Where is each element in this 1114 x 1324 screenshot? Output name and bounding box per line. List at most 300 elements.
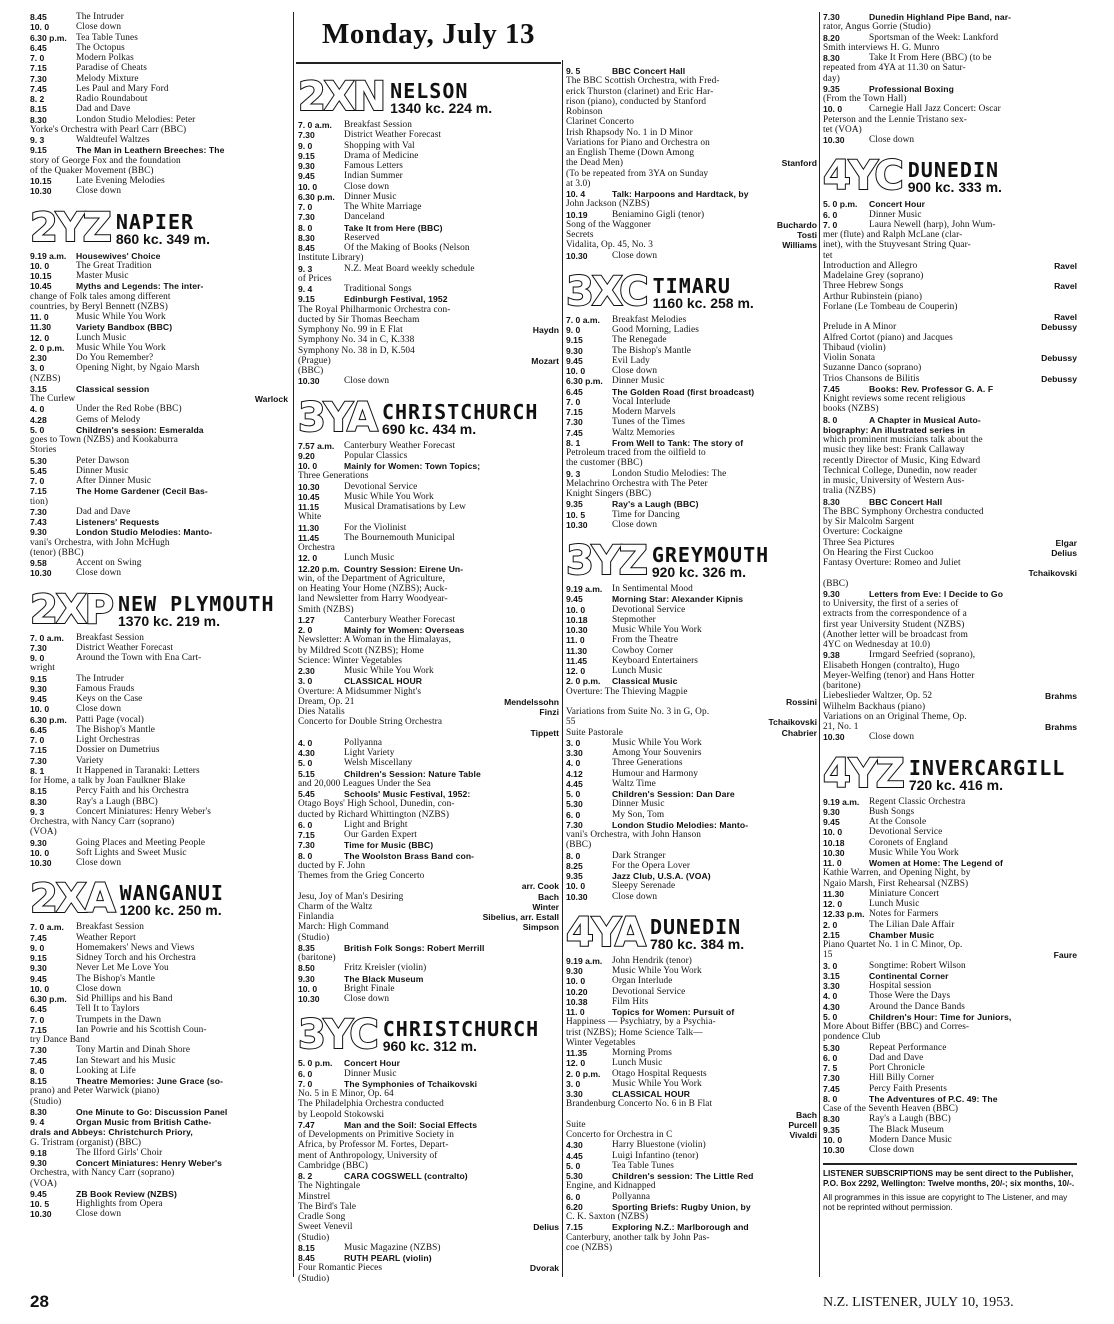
programme-time: 10. 0 [298,983,318,994]
programme-title: Take It from Here (BBC) [344,222,443,233]
programme-line [566,179,817,189]
programme-line [30,548,288,558]
programme-title: Repeat Performance [869,1042,947,1053]
programme-title: Arthur Rubinstein (piano) [823,291,923,302]
programme-time: 6. 0 [298,1068,313,1079]
programme-time: 6.30 p.m. [566,376,603,387]
programme-title: Close down [612,891,658,902]
programme-line [566,646,817,656]
programme-time: 3. 0 [566,1078,581,1089]
station-frequency: 1340 kc. 224 m. [390,100,493,116]
programme-line [566,892,817,902]
programme-title: The Great Tradition [76,260,152,271]
programme-title: Looking at Life [76,1065,136,1076]
programme-line [566,510,817,520]
programme-title: the customer (BBC) [566,458,643,469]
programme-time: 8.30 [823,53,840,63]
programme-time: 6.30 p.m. [30,714,67,725]
programme-time: 10.19 [566,209,588,220]
programme-title: Welsh Miscellany [344,758,413,769]
programme-title: Gems of Melody [76,414,141,425]
composer-name: Delius [533,1222,559,1233]
programme-title: The Black Museum [869,1124,944,1135]
programme-title: tet [823,250,833,261]
programme-title: Close down [76,1209,122,1220]
station-frequency: 860 kc. 349 m. [115,230,210,247]
programme-line [298,212,559,222]
programme-line [30,1189,288,1199]
programme-line [566,1171,817,1181]
programme-line [566,76,817,86]
programme-line [30,1209,288,1219]
programme-time: 8.50 [298,963,315,974]
programme-time: 5. 0 [823,1011,838,1022]
programme-time: 3.30 [566,1089,583,1099]
composer-name: Tosti [797,230,817,240]
programme-line [823,497,1077,507]
programme-time: 9.45 [566,594,583,605]
programme-title: Music While You Work [869,847,959,858]
programme-line [30,756,288,766]
programme-time: 8.45 [298,243,315,253]
programme-title: Suzanne Danco (soprano) [823,363,922,374]
programme-line [30,1035,288,1045]
programme-title: Percy Faith and his Orchestra [76,786,189,797]
programme-time: 10.30 [823,732,845,743]
programme-title: Late Evening Melodies [76,176,165,186]
programme-line [298,984,559,994]
programme-line [298,676,559,686]
programme-time: 4.12 [566,768,583,779]
programme-time: 8. 0 [566,850,581,861]
programme-title [566,1110,792,1120]
programme-title: Lunch Music [612,1058,663,1069]
programme-time: 8.15 [298,1242,315,1253]
programme-title: Engine, and Kidnapped [566,1181,656,1192]
programme-title: Waldteufel Waltzes [76,135,150,145]
programme-title: London Studio Melodies: Manto- [612,819,749,830]
programme-title: Variations from Suite No. 3 in G, Op. [566,707,710,717]
station-callsign: 2YZ [30,204,110,251]
programme-time: 9.15 [30,953,47,963]
programme-time: 7.45 [566,427,583,438]
programme-title: Luigi Infantino (tenor) [612,1150,699,1161]
station-frequency: 1200 kc. 250 m. [119,902,222,919]
programme-line [298,799,559,809]
programme-title: Dunedin Highland Pipe Band, nar- [869,12,1012,22]
programme-line [566,1058,817,1068]
programme-line [566,335,817,345]
station-callsign: 3YA [298,394,376,441]
programme-title: The BBC Scottish Orchestra, with Fred- [566,76,720,87]
programme-line [823,210,1077,220]
programme-title: The White Marriage [344,202,422,212]
programme-title: Concerto for Double String Orchestra [298,717,443,728]
programme-line [298,1222,559,1232]
programme-title: Smith (NZBS) [298,604,354,615]
programme-line [298,922,559,932]
programme-line [823,84,1077,94]
programme-time: 10.30 [30,186,52,197]
programme-title: Reserved [344,232,380,243]
programme-title: Weather Report [76,932,136,943]
programme-title: Knight Singers (BBC) [566,489,652,499]
programme-title: (baritone) [298,953,336,963]
programme-title: Symphony No. 38 in D, K.504 [298,345,415,356]
programme-line [30,415,288,425]
programme-title: Indian Summer [344,171,403,182]
column-rule [819,12,820,1277]
programme-title: vani's Orchestra, with John Hanson [566,830,701,840]
programme-line [823,415,1077,425]
programme-time: 10. 0 [298,181,318,192]
programme-line [823,620,1077,630]
programme-line [30,1097,288,1107]
composer-name: Brahms [1045,691,1077,702]
programme-title: Finlandia [298,912,335,922]
programme-title: Hill Billy Corner [869,1073,935,1084]
programme-title: Highlights from Opera [76,1199,163,1209]
programme-title: Famous Frauds [76,683,135,694]
programme-line [566,1069,817,1079]
programme-time: 9.45 [823,817,840,827]
programme-line [298,635,559,645]
programme-title: Modern Polkas [76,53,134,63]
programme-title: in music, University of Western Aus- [823,476,965,486]
programme-title: Irish Rhapsody No. 1 in D Minor [566,127,693,138]
programme-title: Master Music [76,271,129,281]
programme-title: March: High Command [298,922,389,933]
programme-line [30,166,288,176]
programme-time: 10.30 [823,847,845,858]
station-frequency: 720 kc. 416 m. [908,776,1003,793]
programme-line [823,640,1077,650]
programme-time: 6.45 [30,42,47,53]
programme-line [566,489,817,499]
station-name-block [120,883,224,918]
programme-time: 8.45 [298,1253,315,1263]
programme-line [298,615,559,625]
programme-line [823,261,1077,271]
programme-line [823,981,1077,991]
programme-time: 5.30 [30,455,47,466]
programme-title: Melody Mixture [76,73,139,84]
programme-title: Dinner Music [344,1068,397,1079]
programme-time: 10. 5 [566,509,586,520]
programme-title: Tea Table Tunes [612,1160,675,1171]
programme-line [30,156,288,166]
programme-line [566,325,817,335]
programme-line [298,738,559,748]
programme-time: 8. 0 [30,1065,45,1076]
programme-line [30,261,288,271]
programme-time: 9. 0 [30,653,45,663]
programme-title: Notes for Farmers [869,909,939,920]
programme-line [566,584,817,594]
programme-time: 4.28 [30,414,47,425]
programme-title: wright [30,663,55,674]
programme-time: 9. 4 [298,284,313,294]
programme-title: Lunch Music [869,899,920,909]
station-callsign: 4YC [823,153,902,200]
programme-time: 8. 0 [823,1093,838,1104]
programme-time: 10. 0 [566,366,586,376]
programme-time: 3. 0 [566,737,581,748]
programme-title: Themes from the Grieg Concerto [298,871,425,881]
programme-title: Orchestra [298,543,336,553]
programme-title: Dark Stranger [612,850,666,861]
station-callsign: 3XC [566,268,647,315]
programme-title: Happiness — Psychiatry, by a Psychia- [566,1017,716,1028]
programme-title: Homemakers' News and Views [76,942,195,953]
programme-title: Exploring N.Z.: Marlborough and [612,1222,749,1233]
programme-title: Clarinet Concerto [566,117,635,128]
programme-time: 8.30 [30,114,47,125]
programme-line [30,684,288,694]
composer-name: Dvorak [529,1263,559,1274]
programme-title: Our Garden Expert [344,830,417,840]
programme-line [30,53,288,63]
programme-time: 11.30 [823,888,845,899]
programme-title: Talk: Harpoons and Hardtack, by [612,189,749,199]
programme-line [30,125,288,135]
station-header [566,267,817,315]
programme-time: 9.19 a.m. [30,250,67,261]
programme-line [30,497,288,507]
programme-title: Bright Finale [344,983,395,994]
programme-time: 10. 0 [566,976,586,987]
station-name: NAPIER [115,209,195,234]
programme-title: Tell It to Taylors [76,1004,140,1015]
station-name-block [649,914,745,952]
programme-title: CLASSICAL HOUR [344,676,423,687]
programme-line [566,810,817,820]
programme-time: 5.15 [298,768,315,779]
programme-title: Organ Interlude [612,976,673,987]
programme-time: 7.15 [30,63,47,74]
programme-title: Sweet Venevil [298,1222,353,1233]
programme-title: Variety Bandbox (BBC) [76,322,173,333]
programme-time: 7.15 [30,745,47,756]
programme-line [30,1138,288,1148]
programme-line [823,838,1077,848]
programme-title: Fantasy Overture: Romeo and Juliet [823,558,961,568]
programme-time: 2.15 [823,929,840,940]
programme-time: 8.30 [823,1114,840,1125]
programme-title: (tenor) (BBC) [30,547,84,558]
programme-line [298,1151,559,1161]
programme-line [823,548,1077,558]
programme-title: No. 5 in E Minor, Op. 64 [298,1089,394,1099]
programme-title: The Bird's Tale [298,1201,357,1212]
programme-line [30,1179,288,1189]
programme-title: Canterbury Weather Forecast [344,614,456,625]
programme-title: Those Were the Days [869,991,951,1002]
programme-line [30,974,288,984]
programme-title: mer (flute) and Ralph McLane (clar- [823,230,963,240]
programme-title: From the Theatre [612,635,678,646]
programme-line [566,738,817,748]
programme-title: Close down [869,732,915,743]
programme-title: Time for Music (BBC) [344,840,434,851]
programme-title: Music While You Work [344,666,434,676]
programme-time: 5. 0 p.m. [298,1058,333,1069]
programme-line [30,445,288,455]
programme-title: Mainly for Women: Town Topics; [344,461,481,471]
programme-title: Piano Quartet No. 1 in C Minor, Op. [823,940,963,950]
station-frequency: 780 kc. 384 m. [649,935,745,952]
programme-line [823,353,1077,363]
programme-time: 9.15 [566,335,583,346]
programme-line [298,1212,559,1222]
programme-line [298,1202,559,1212]
programme-title: Famous Letters [344,161,403,171]
programme-line [566,605,817,615]
programme-time: 9. 0 [298,140,313,151]
programme-time: 9.30 [298,161,315,171]
programme-title: Keys on the Case [76,694,143,704]
programme-line [30,943,288,953]
programme-time: 7.15 [566,407,583,417]
programme-time: 7.30 [566,819,583,830]
programme-line [30,984,288,994]
programme-line [823,940,1077,950]
programme-line [30,694,288,704]
programme-title: Morning Proms [612,1048,672,1058]
programme-title: After Dinner Music [76,476,152,486]
programme-line [30,1056,288,1066]
programme-line [823,240,1077,250]
programme-line [298,687,559,697]
programme-title: Secrets [566,230,594,240]
programme-line [566,799,817,809]
programme-title: Dinner Music [76,465,129,476]
programme-time: 4. 0 [823,991,838,1002]
programme-line [298,356,559,366]
programme-line [30,568,288,578]
programme-line [566,1130,817,1140]
programme-line [30,766,288,776]
programme-time: 7. 0 [30,476,45,486]
page-date-heading: Monday, July 13 [322,18,535,50]
programme-title: District Weather Forecast [344,130,442,141]
programme-line [30,507,288,517]
programme-line [298,789,559,799]
programme-title: of Developments on Primitive Society in [298,1130,454,1140]
station-name: GREYMOUTH [651,543,770,567]
station-header [30,203,288,251]
programme-title: Close down [344,181,390,192]
programme-title: Liebeslieder Waltzer, Op. 52 [823,691,933,702]
programme-title: on Heating Your Home (NZBS); Auck- [298,584,448,594]
programme-title: Alfred Cortot (piano) and Jacques [823,332,953,343]
programme-time: 11.30 [298,522,320,533]
composer-name: arr. Cook [521,881,559,892]
programme-line [823,807,1077,817]
programme-title: Chamber Music [869,929,935,940]
programme-title: Suite [566,1119,586,1130]
station-frequency: 1160 kc. 258 m. [652,294,754,311]
programme-title: Ian Stewart and his Music [76,1055,176,1066]
programme-title: Meyer-Welfing (tenor) and Hans Hotter [823,670,975,681]
programme-line [823,909,1077,919]
programme-time: 5.45 [30,465,47,476]
programme-title: Soft Lights and Sweet Music [76,847,187,858]
programme-line [298,851,559,861]
programme-line [823,950,1077,960]
programme-title: Variety [76,755,104,766]
programme-line [298,881,559,891]
programme-title: repeated from 4YA at 11.30 on Satur- [823,63,966,74]
programme-line [298,1161,559,1171]
programme-line [298,810,559,820]
station-header [566,908,817,956]
programme-line [30,33,288,43]
programme-title: Radio Roundabout [76,94,148,104]
programme-time: 6.30 p.m. [30,994,67,1004]
programme-time: 11.30 [30,322,52,333]
programme-line [566,107,817,117]
station-name-block [115,209,210,247]
programme-title: erick Thurston (clarinet) and Eric Har- [566,86,714,97]
programme-title: Minstrel [298,1191,331,1202]
programme-title: Concert Hour [869,199,926,210]
programme-title: Music While You Work [76,342,166,353]
station-name-block [383,1019,540,1054]
programme-title: Theatre Memories: June Grace (so- [76,1076,224,1086]
programme-title: Pollyanna [612,1191,651,1202]
programme-line [298,1130,559,1140]
programme-title: Canterbury Weather Forecast [344,440,456,451]
programme-line [823,476,1077,486]
programme-time: 6. 0 [823,209,838,220]
programme-line [823,404,1077,414]
programme-title: (Studio) [298,932,330,943]
programme-line [30,302,288,312]
programme-line [566,1140,817,1150]
programme-title: On Hearing the First Cuckoo [823,547,934,558]
programme-time: 4. 0 [298,737,313,748]
programme-title: rator, Angus Gorrie (Studio) [823,22,931,33]
programme-title: Classical session [76,383,150,394]
programme-time: 7.43 [30,517,47,527]
programme-title: Sidney Torch and his Orchestra [76,953,196,963]
programme-title: Petroleum traced from the oilfield to [566,448,706,458]
programme-line [30,435,288,445]
programme-line [566,356,817,366]
programme-line [823,879,1077,889]
composer-name: Warlock [254,394,288,404]
programme-line [298,594,559,604]
programme-line [298,233,559,243]
programme-line [823,1073,1077,1083]
programme-time: 11. 0 [566,1007,585,1017]
programme-title: Elisabeth Hongen (contralto), Hugo [823,660,960,671]
header-rule [296,62,561,64]
programme-title: Forlane (Le Tombeau de Couperin) [823,301,958,312]
programme-line [30,104,288,114]
programme-time: 7.57 a.m. [298,440,335,451]
station-callsign: 2XN [298,74,385,120]
station-header [298,72,559,120]
programme-time: 2. 0 [298,625,313,635]
programme-line [566,1212,817,1222]
programme-line [30,404,288,414]
programme-title: Ray's a Laugh (BBC) [76,796,158,807]
programme-line [30,322,288,332]
programme-time: 7.45 [30,83,47,94]
programme-line [823,1135,1077,1145]
